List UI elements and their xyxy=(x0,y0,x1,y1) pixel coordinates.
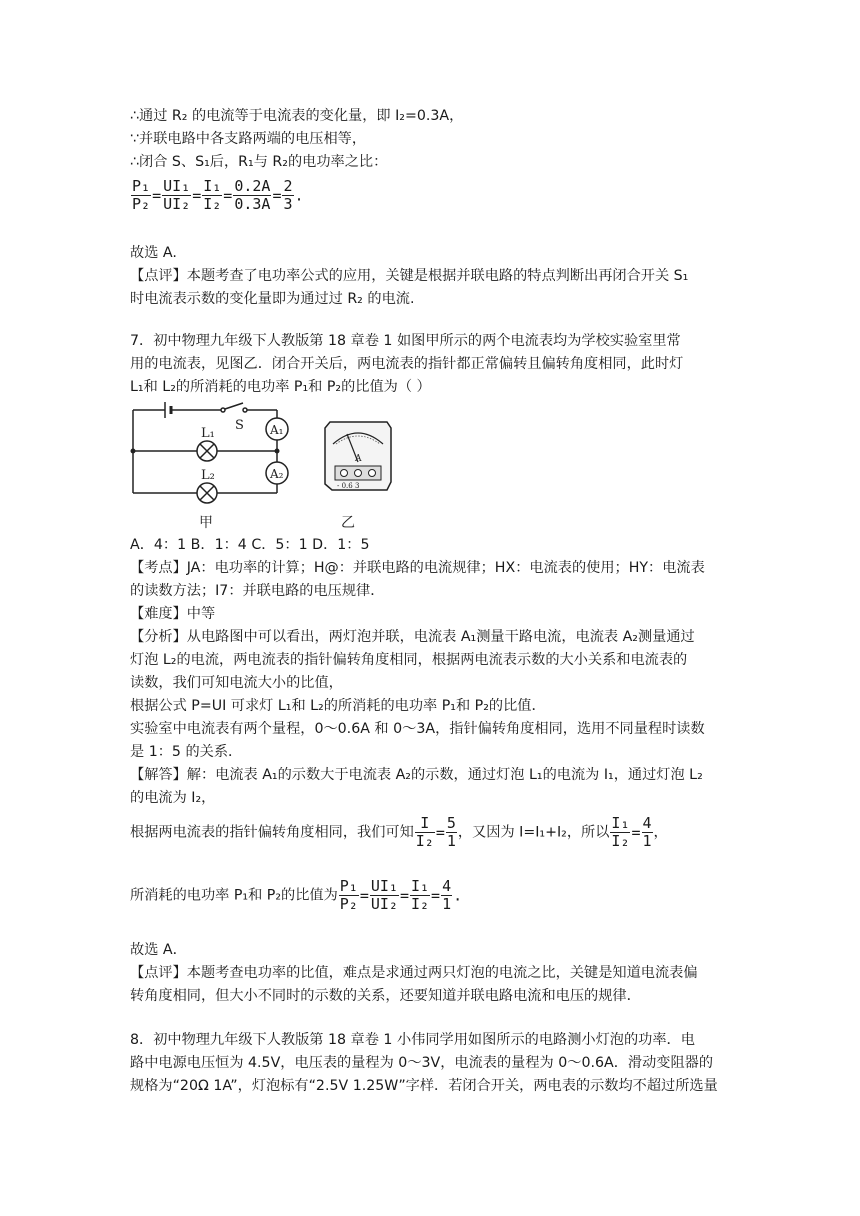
fraction: $\frac{\text{I₁}}{\text{I₂}}$ xyxy=(203,177,222,213)
lamp-l2-label: L₂ xyxy=(201,468,215,483)
text-line: ∴通过 R₂ 的电流等于电流表的变化量，即 I₂=0.3A， xyxy=(130,108,464,124)
lamp-l1-label: L₁ xyxy=(201,426,215,441)
switch-label: S xyxy=(235,418,244,433)
analysis-line: 【分析】从电路图中可以看出，两灯泡并联，电流表 A₁测量干路电流，电流表 A₂测量通过 xyxy=(130,629,695,645)
kaodian-line: 【考点】JA：电功率的计算；H@：并联电路的电流规律；HX：电流表的使用；HY：电流表 xyxy=(130,560,705,576)
solution-line: 根据两电流表的指针偏转角度相同，我们可知 $\frac{I}{\text{I₂}}$ = $\frac{5}{1}$ ，又因为 I=I₁+I₂，所以 $\frac{\text{I₁}}{\text{I₂}}$ = $\frac{4}{1}$ ， xyxy=(130,814,668,850)
junction-dot xyxy=(131,449,136,454)
text-line: ∵并联电路中各支路两端的电压相等， xyxy=(130,131,367,147)
meter-label: A xyxy=(355,454,362,464)
question-stem: 规格为“20Ω 1A”，灯泡标有“2.5V 1.25W”字样．若闭合开关，两电表的示数均不超过所选量 xyxy=(130,1078,718,1094)
circuit-figure xyxy=(125,400,425,532)
switch-lever xyxy=(225,403,243,409)
analysis-line: 读数，我们可知电流大小的比值， xyxy=(130,675,343,691)
question-stem: 用的电流表，见图乙．闭合开关后，两电流表的指针都正常偏转且偏转角度相同，此时灯 xyxy=(130,356,684,372)
ammeter-a1-label: A₁ xyxy=(270,423,284,437)
figure-caption-jia: 甲 xyxy=(199,515,213,531)
comment-line: 转角度相同，但大小不同时的示数的关系，还要知道并联电路电流和电压的规律． xyxy=(130,988,641,1004)
comment-line: 【点评】本题考查了电功率公式的应用，关键是根据并联电路的特点判断出再闭合开关 S₁ xyxy=(130,268,689,284)
junction-dot xyxy=(275,449,280,454)
power-ratio-formula: $\frac{\text{P₁}}{\text{P₂}}$ = $\frac{\text{UI₁}}{\text{UI₂}}$ = $\frac{\text{I₁}}{\text{I₂}}$ = $\frac{0.2A}{0.3A}$ = $\frac{2}{3}$ . xyxy=(132,177,304,213)
comment-line: 【点评】本题考查电功率的比值，难点是求通过两只灯泡的电流之比，关键是知道电流表偏 xyxy=(130,965,698,981)
solution-line: 【解答】解：电流表 A₁的示数大于电流表 A₂的示数，通过灯泡 L₁的电流为 I₁，通过灯泡 L₂ xyxy=(130,767,703,783)
fraction: $\frac{\text{P₁}}{\text{P₂}}$ xyxy=(339,877,358,913)
text-line: ∴闭合 S、S₁后，R₁与 R₂的电功率之比： xyxy=(130,154,388,170)
kaodian-line: 的读数方法；I7：并联电路的电压规律． xyxy=(130,583,385,599)
fraction: $\frac{2}{3}$ xyxy=(283,177,293,213)
question-stem: 路中电源电压恒为 4.5V，电压表的量程为 0～3V，电流表的量程为 0～0.6A．滑动变阻器的 xyxy=(130,1055,714,1071)
answer-line: 故选 A. xyxy=(130,245,177,261)
analysis-line: 根据公式 P=UI 可求灯 L₁和 L₂的所消耗的电功率 P₁和 P₂的比值． xyxy=(130,698,546,714)
figure-caption-yi: 乙 xyxy=(341,515,355,531)
fraction: $\frac{0.2A}{0.3A}$ xyxy=(234,177,271,213)
question-stem: 7．初中物理九年级下人教版第 18 章卷 1 如图甲所示的两个电流表均为学校实验室里常 xyxy=(130,333,681,349)
solution-line: 所消耗的电功率 P₁和 P₂的比值为 $\frac{\text{P₁}}{\text{P₂}}$ = $\frac{\text{UI₁}}{\text{UI₂}}$ = $\frac{\text{I₁}}{\text{I₂}}$ = $\frac{4}{1}$ . xyxy=(130,877,463,913)
fraction: $\frac{4}{1}$ xyxy=(442,877,452,913)
answer-line: 故选 A． xyxy=(130,942,187,958)
fraction: $\frac{\text{I₁}}{\text{I₂}}$ xyxy=(611,814,630,850)
analysis-line: 是 1：5 的关系． xyxy=(130,744,243,760)
fraction: $\frac{I}{\text{I₂}}$ xyxy=(415,814,434,850)
meter-terminals-label: - 0.6 3 xyxy=(337,482,360,490)
analysis-line: 灯泡 L₂的电流，两电流表的指针偏转角度相同，根据两电流表示数的大小关系和电流表的 xyxy=(130,652,688,668)
analysis-line: 实验室中电流表有两个量程，0～0.6A 和 0～3A，指针偏转角度相同，选用不同量程时读数 xyxy=(130,721,705,737)
fraction: $\frac{\text{I₁}}{\text{I₂}}$ xyxy=(410,877,430,913)
answer-options: A．4：1 B．1：4 C．5：1 D．1：5 xyxy=(130,537,370,553)
comment-line: 时电流表示数的变化量即为通过过 R₂ 的电流. xyxy=(130,291,415,307)
switch-contact xyxy=(221,408,225,412)
difficulty-line: 【难度】中等 xyxy=(130,606,216,622)
question-stem: 8．初中物理九年级下人教版第 18 章卷 1 小伟同学用如图所示的电路测小灯泡的功率．电 xyxy=(130,1032,695,1048)
fraction: $\frac{\text{UI₁}}{\text{UI₂}}$ xyxy=(163,177,191,213)
fraction: $\frac{\text{UI₁}}{\text{UI₂}}$ xyxy=(370,877,398,913)
question-stem: L₁和 L₂的所消耗的电功率 P₁和 P₂的比值为（ ） xyxy=(130,379,431,395)
ammeter-a2-label: A₂ xyxy=(270,467,284,481)
fraction: $\frac{5}{1}$ xyxy=(446,814,456,850)
solution-line: 的电流为 I₂， xyxy=(130,790,216,806)
fraction: $\frac{4}{1}$ xyxy=(642,814,652,850)
fraction: $\frac{\text{P₁}}{\text{P₂}}$ xyxy=(132,177,151,213)
